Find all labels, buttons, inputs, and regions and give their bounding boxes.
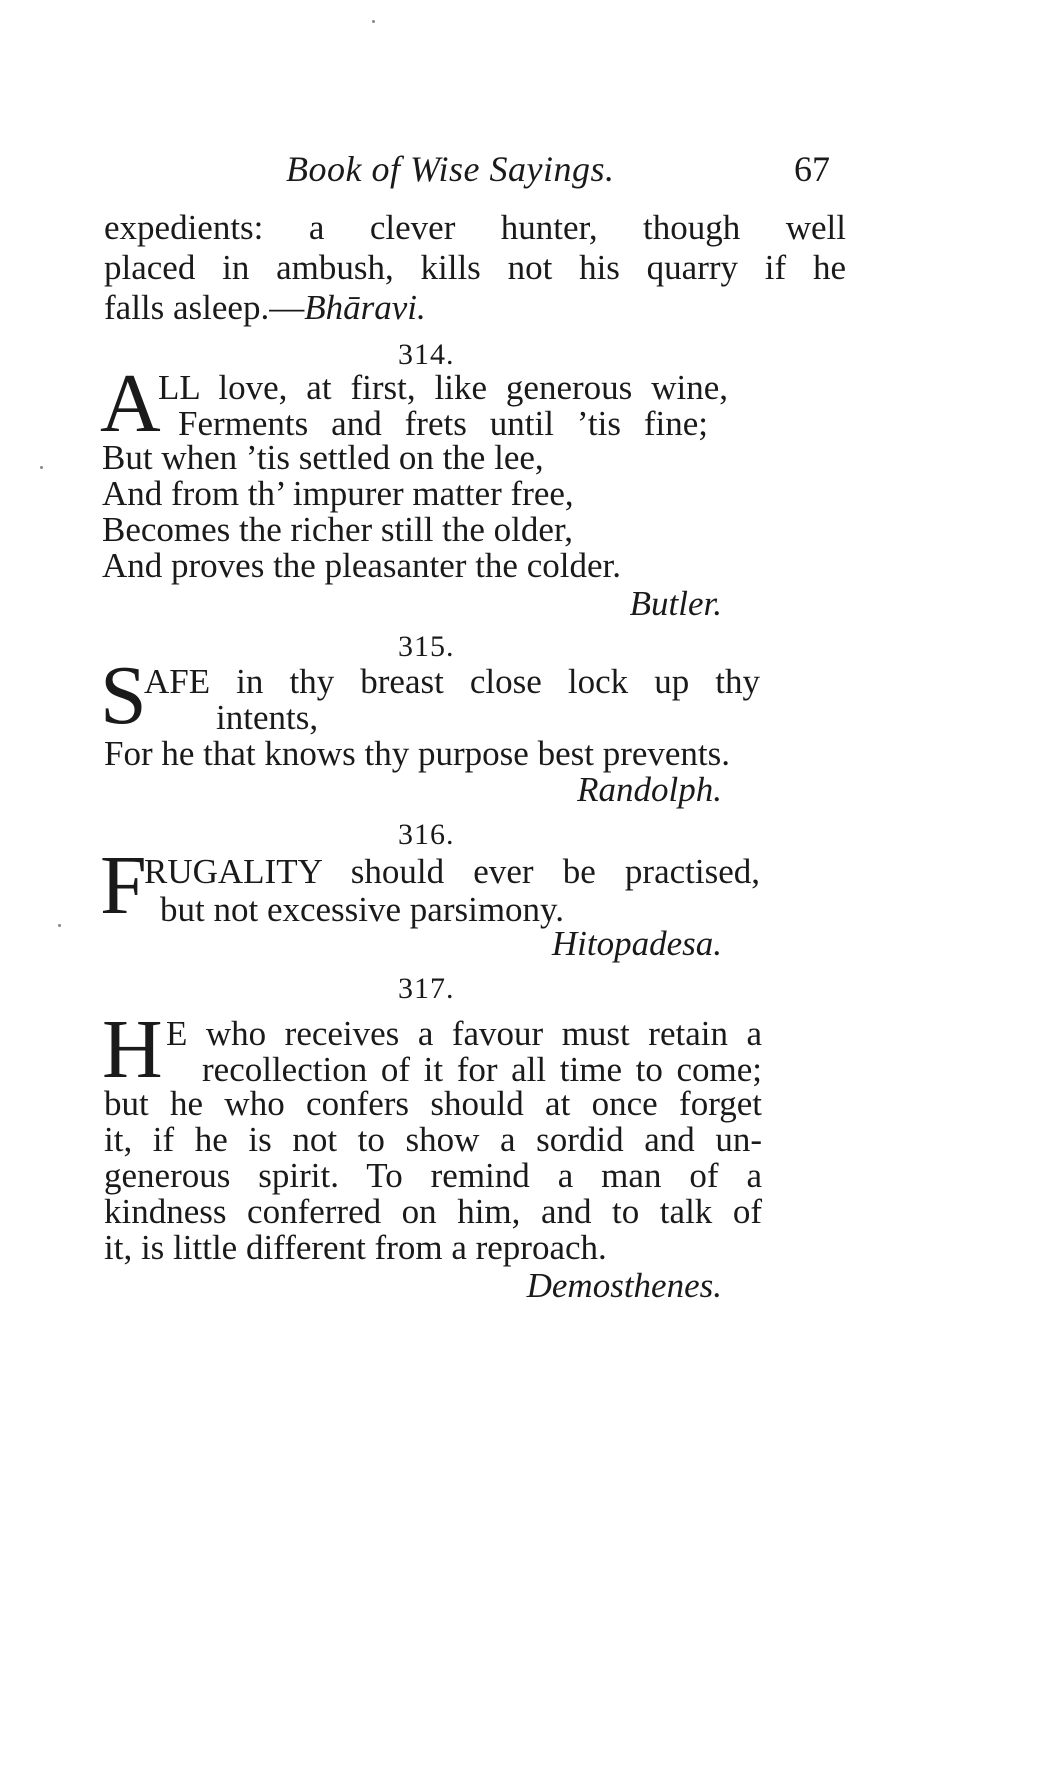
verse-line: But when ’tis settled on the lee,	[102, 438, 544, 477]
author-attribution: Demosthenes.	[526, 1266, 722, 1305]
text-line: intents,	[216, 698, 319, 737]
verse-line: And proves the pleasanter the colder.	[102, 546, 621, 585]
drop-cap: F	[100, 839, 147, 932]
text-line: AFE in thy breast close lock up thy	[144, 662, 760, 701]
entry-314-first-line	[158, 368, 728, 408]
text-line: kindness conferred on him, and to talk of	[104, 1192, 762, 1231]
author-attribution: Butler.	[629, 584, 722, 623]
entry-number: 315.	[398, 630, 455, 663]
continuation-last-line: falls asleep.—	[104, 288, 305, 327]
text-line: For he that knows thy purpose best prevents.	[104, 734, 731, 773]
entry-number: 316.	[398, 818, 455, 851]
scan-speck	[372, 20, 375, 23]
text-line: placed in ambush, kills not his quarry if he	[104, 248, 846, 287]
entry-316-first-line	[144, 852, 760, 892]
entry-317-body	[104, 1086, 762, 1266]
page-number: 67	[794, 149, 830, 189]
entry-315-body	[104, 734, 764, 774]
running-title: Book of Wise Sayings.	[286, 149, 615, 189]
drop-cap: A	[100, 357, 161, 450]
text-line: but not excessive parsimony.	[160, 890, 565, 929]
text-line	[104, 288, 846, 328]
entry-317-first-line	[166, 1014, 762, 1054]
text-line: E who receives a favour must retain a	[166, 1014, 762, 1053]
text-line: Ferments and frets until ’tis fine;	[178, 404, 708, 443]
verse-line: And from th’ impurer matter free,	[102, 474, 574, 513]
continuation-paragraph	[104, 208, 846, 328]
entry-315-second-line	[216, 698, 516, 738]
scan-speck	[58, 924, 61, 927]
drop-cap: S	[100, 649, 147, 742]
author-attribution: Bhāravi.	[304, 288, 426, 327]
entry-314-verse	[102, 440, 722, 584]
scan-speck	[40, 466, 43, 469]
text-line: recollection of it for all time to come;	[202, 1050, 762, 1089]
text-line: generous spirit. To remind a man of a	[104, 1156, 762, 1195]
text-line: LL love, at first, like generous wine,	[158, 368, 728, 407]
text-line: expedients: a clever hunter, though well	[104, 208, 846, 247]
text-line: it, if he is not to show a sordid and un-	[104, 1120, 762, 1159]
author-attribution: Hitopadesa.	[551, 924, 722, 963]
verse-line: Becomes the richer still the older,	[102, 510, 573, 549]
page-header	[0, 148, 1049, 198]
drop-cap: H	[102, 1003, 163, 1096]
entry-number: 314.	[398, 338, 455, 371]
text-line: RUGALITY should ever be practised,	[144, 852, 760, 891]
author-attribution: Randolph.	[577, 770, 722, 809]
text-line: it, is little different from a reproach.	[104, 1228, 607, 1267]
entry-315-first-line	[144, 662, 760, 702]
text-line: but he who confers should at once forget	[104, 1084, 762, 1123]
entry-number: 317.	[398, 972, 455, 1005]
